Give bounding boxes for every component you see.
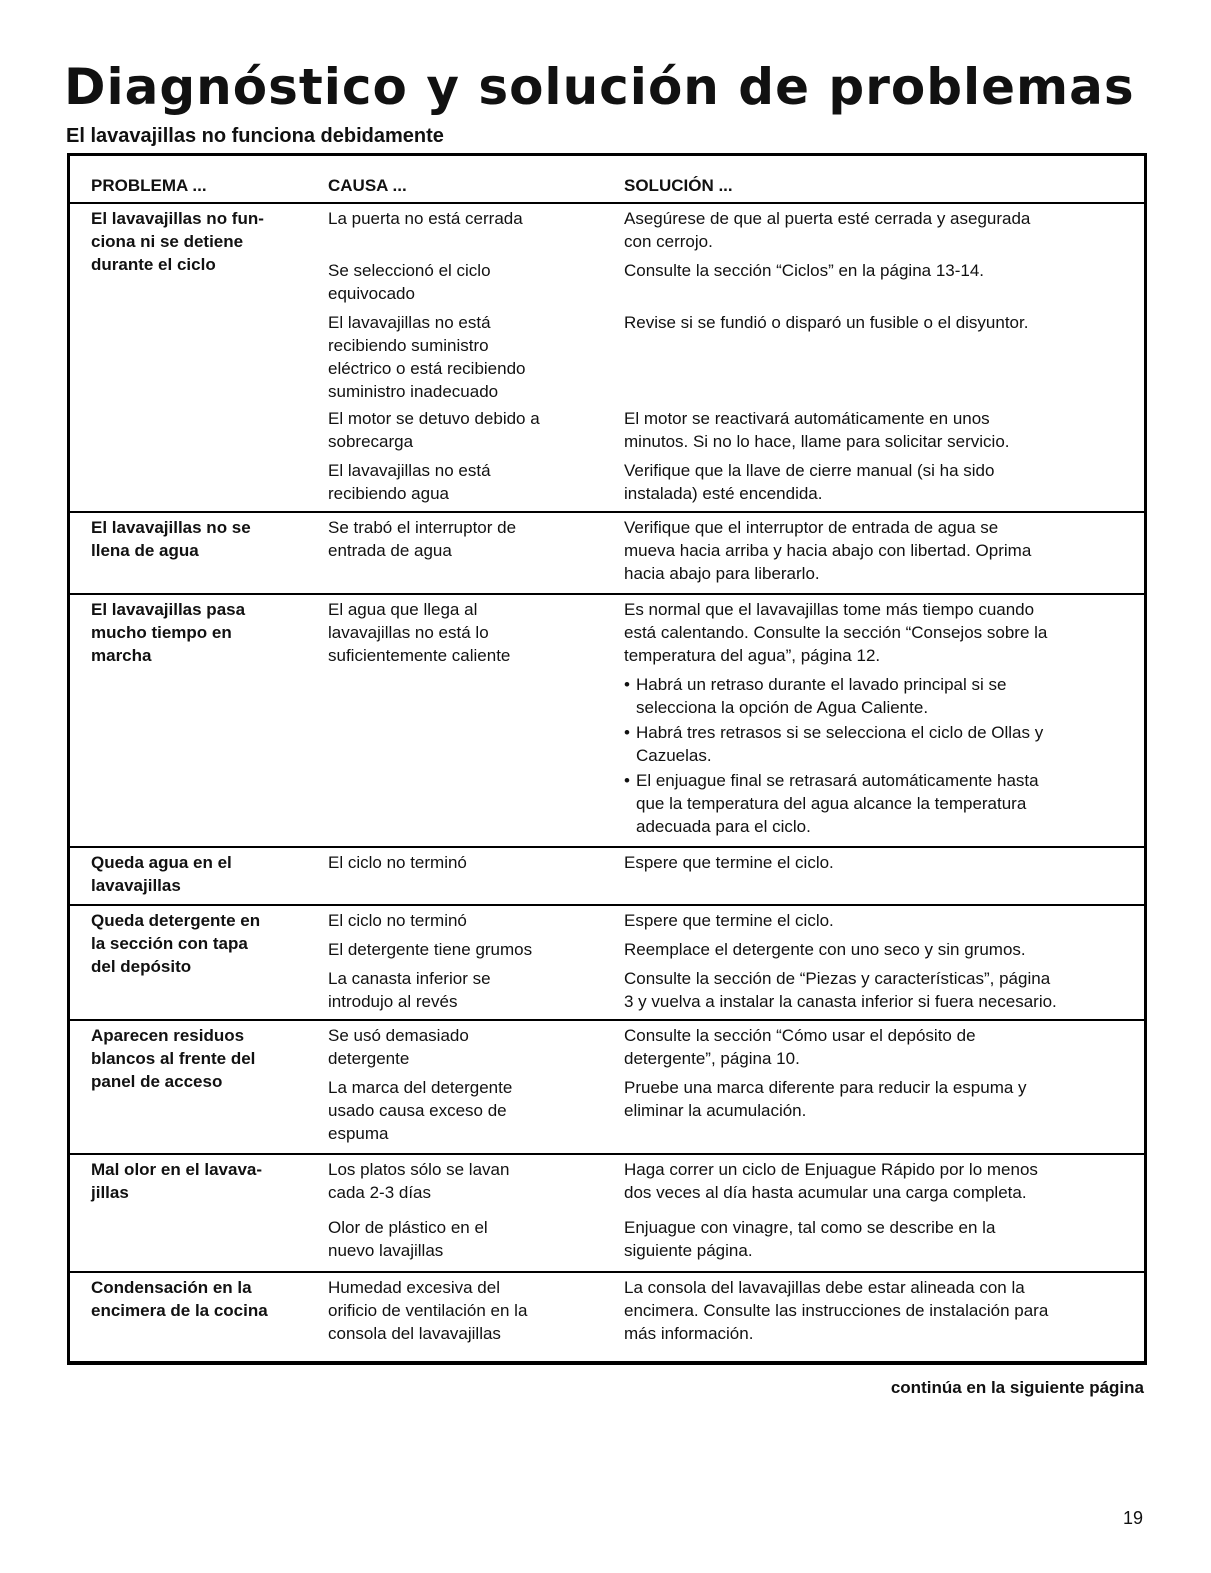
troubleshooting-table bbox=[67, 153, 1147, 1365]
table-row bbox=[70, 1021, 1144, 1155]
cause-cell: El lavavajillas no está recibiendo suministro eléctrico o está recibiendo suministro inadecuado bbox=[328, 313, 526, 401]
problem-cell: Queda agua en el lavavajillas bbox=[91, 853, 232, 895]
continued-note: continúa en la siguiente página bbox=[890, 1378, 1144, 1397]
cause-cell: El agua que llega al lavavajillas no está lo suficientemente caliente bbox=[328, 600, 511, 665]
solution-cell: Verifique que la llave de cierre manual (si ha sido instalada) esté encendida. bbox=[624, 461, 995, 503]
bullet-item: • El enjuague final se retrasará automáticamente hasta que la temperatura del agua alcance la temperatura adecuada para el ciclo. bbox=[624, 769, 1144, 838]
table-row bbox=[70, 513, 1144, 595]
solution-cell: Consulte la sección “Cómo usar el depósito de detergente”, página 10. bbox=[624, 1026, 976, 1068]
cause-cell: La marca del detergente usado causa exceso de espuma bbox=[328, 1078, 513, 1143]
problem-cell: Queda detergente en la sección con tapa del depósito bbox=[91, 911, 261, 976]
solution-cell: La consola del lavavajillas debe estar alineada con la encimera. Consulte las instrucciones de instalación para más información. bbox=[624, 1278, 1049, 1343]
solution-cell: Consulte la sección “Ciclos” en la página 13-14. bbox=[624, 261, 985, 280]
cause-cell: El detergente tiene grumos bbox=[328, 940, 533, 959]
problem-cell: Aparecen residuos blancos al frente del panel de acceso bbox=[91, 1026, 256, 1091]
bullet-item: • Habrá un retraso durante el lavado principal si se selecciona la opción de Agua Caliente. bbox=[624, 673, 1144, 719]
solution-cell: Consulte la sección de “Piezas y características”, página 3 y vuelva a instalar la canasta inferior si fuera necesario. bbox=[624, 969, 1057, 1011]
table-row bbox=[70, 906, 1144, 1021]
page-title: Diagnóstico y solución de problemas bbox=[64, 58, 1135, 116]
cause-cell: El motor se detuvo debido a sobrecarga bbox=[328, 409, 540, 451]
header-problem: PROBLEMA ... bbox=[91, 176, 207, 195]
solution-cell: Haga correr un ciclo de Enjuague Rápido por lo menos dos veces al día hasta acumular una carga completa. bbox=[624, 1160, 1038, 1202]
solution-cell: Es normal que el lavavajillas tome más tiempo cuando está calentando. Consulte la sección “Consejos sobre la temperatura del agua”, página 12. bbox=[624, 600, 1048, 665]
cause-cell: El ciclo no terminó bbox=[328, 911, 467, 930]
cause-cell: Se seleccionó el ciclo equivocado bbox=[328, 261, 491, 303]
cause-cell: Olor de plástico en el nuevo lavajillas bbox=[328, 1218, 488, 1260]
solution-cell: Pruebe una marca diferente para reducir la espuma y eliminar la acumulación. bbox=[624, 1078, 1027, 1120]
solution-cell: Enjuague con vinagre, tal como se describe en la siguiente página. bbox=[624, 1218, 996, 1260]
table-row bbox=[70, 1273, 1144, 1361]
solution-cell: Espere que termine el ciclo. bbox=[624, 911, 834, 930]
cause-cell: Se usó demasiado detergente bbox=[328, 1026, 469, 1068]
problem-cell: Mal olor en el lavava- jillas bbox=[91, 1160, 263, 1202]
problem-cell: El lavavajillas no fun- ciona ni se detiene durante el ciclo bbox=[91, 209, 264, 274]
table-row bbox=[70, 848, 1144, 906]
solution-cell: Espere que termine el ciclo. bbox=[624, 853, 834, 872]
problem-cell: El lavavajillas no se llena de agua bbox=[91, 518, 251, 560]
header-solution: SOLUCIÓN ... bbox=[624, 176, 733, 195]
table-row bbox=[70, 204, 1144, 513]
solution-cell: Reemplace el detergente con uno seco y sin grumos. bbox=[624, 940, 1026, 959]
cause-cell: Los platos sólo se lavan cada 2-3 días bbox=[328, 1160, 510, 1202]
table-row bbox=[70, 595, 1144, 848]
cause-cell: Humedad excesiva del orificio de ventilación en la consola del lavavajillas bbox=[328, 1278, 528, 1343]
cause-cell: Se trabó el interruptor de entrada de agua bbox=[328, 518, 517, 560]
problem-cell: Condensación en la encimera de la cocina bbox=[91, 1278, 268, 1320]
problem-cell: El lavavajillas pasa mucho tiempo en marcha bbox=[91, 600, 246, 665]
solution-cell: Revise si se fundió o disparó un fusible o el disyuntor. bbox=[624, 313, 1029, 332]
cause-cell: El ciclo no terminó bbox=[328, 853, 467, 872]
header-cause: CAUSA ... bbox=[328, 176, 407, 195]
solution-cell: El motor se reactivará automáticamente en unos minutos. Si no lo hace, llame para solicitar servicio. bbox=[624, 409, 1010, 451]
table-header bbox=[70, 156, 1144, 204]
page-number: 19 bbox=[1122, 1508, 1143, 1528]
section-subtitle: El lavavajillas no funciona debidamente bbox=[66, 125, 444, 147]
cause-cell: La puerta no está cerrada bbox=[328, 209, 523, 228]
solution-cell: Asegúrese de que al puerta esté cerrada y asegurada con cerrojo. bbox=[624, 209, 1031, 251]
table-row bbox=[70, 1155, 1144, 1273]
bullet-item: • Habrá tres retrasos si se selecciona el ciclo de Ollas y Cazuelas. bbox=[624, 721, 1144, 767]
solution-cell: Verifique que el interruptor de entrada de agua se mueva hacia arriba y hacia abajo con libertad. Oprima hacia abajo para liberarlo. bbox=[624, 518, 1032, 583]
cause-cell: El lavavajillas no está recibiendo agua bbox=[328, 461, 491, 503]
cause-cell: La canasta inferior se introdujo al revés bbox=[328, 969, 491, 1011]
